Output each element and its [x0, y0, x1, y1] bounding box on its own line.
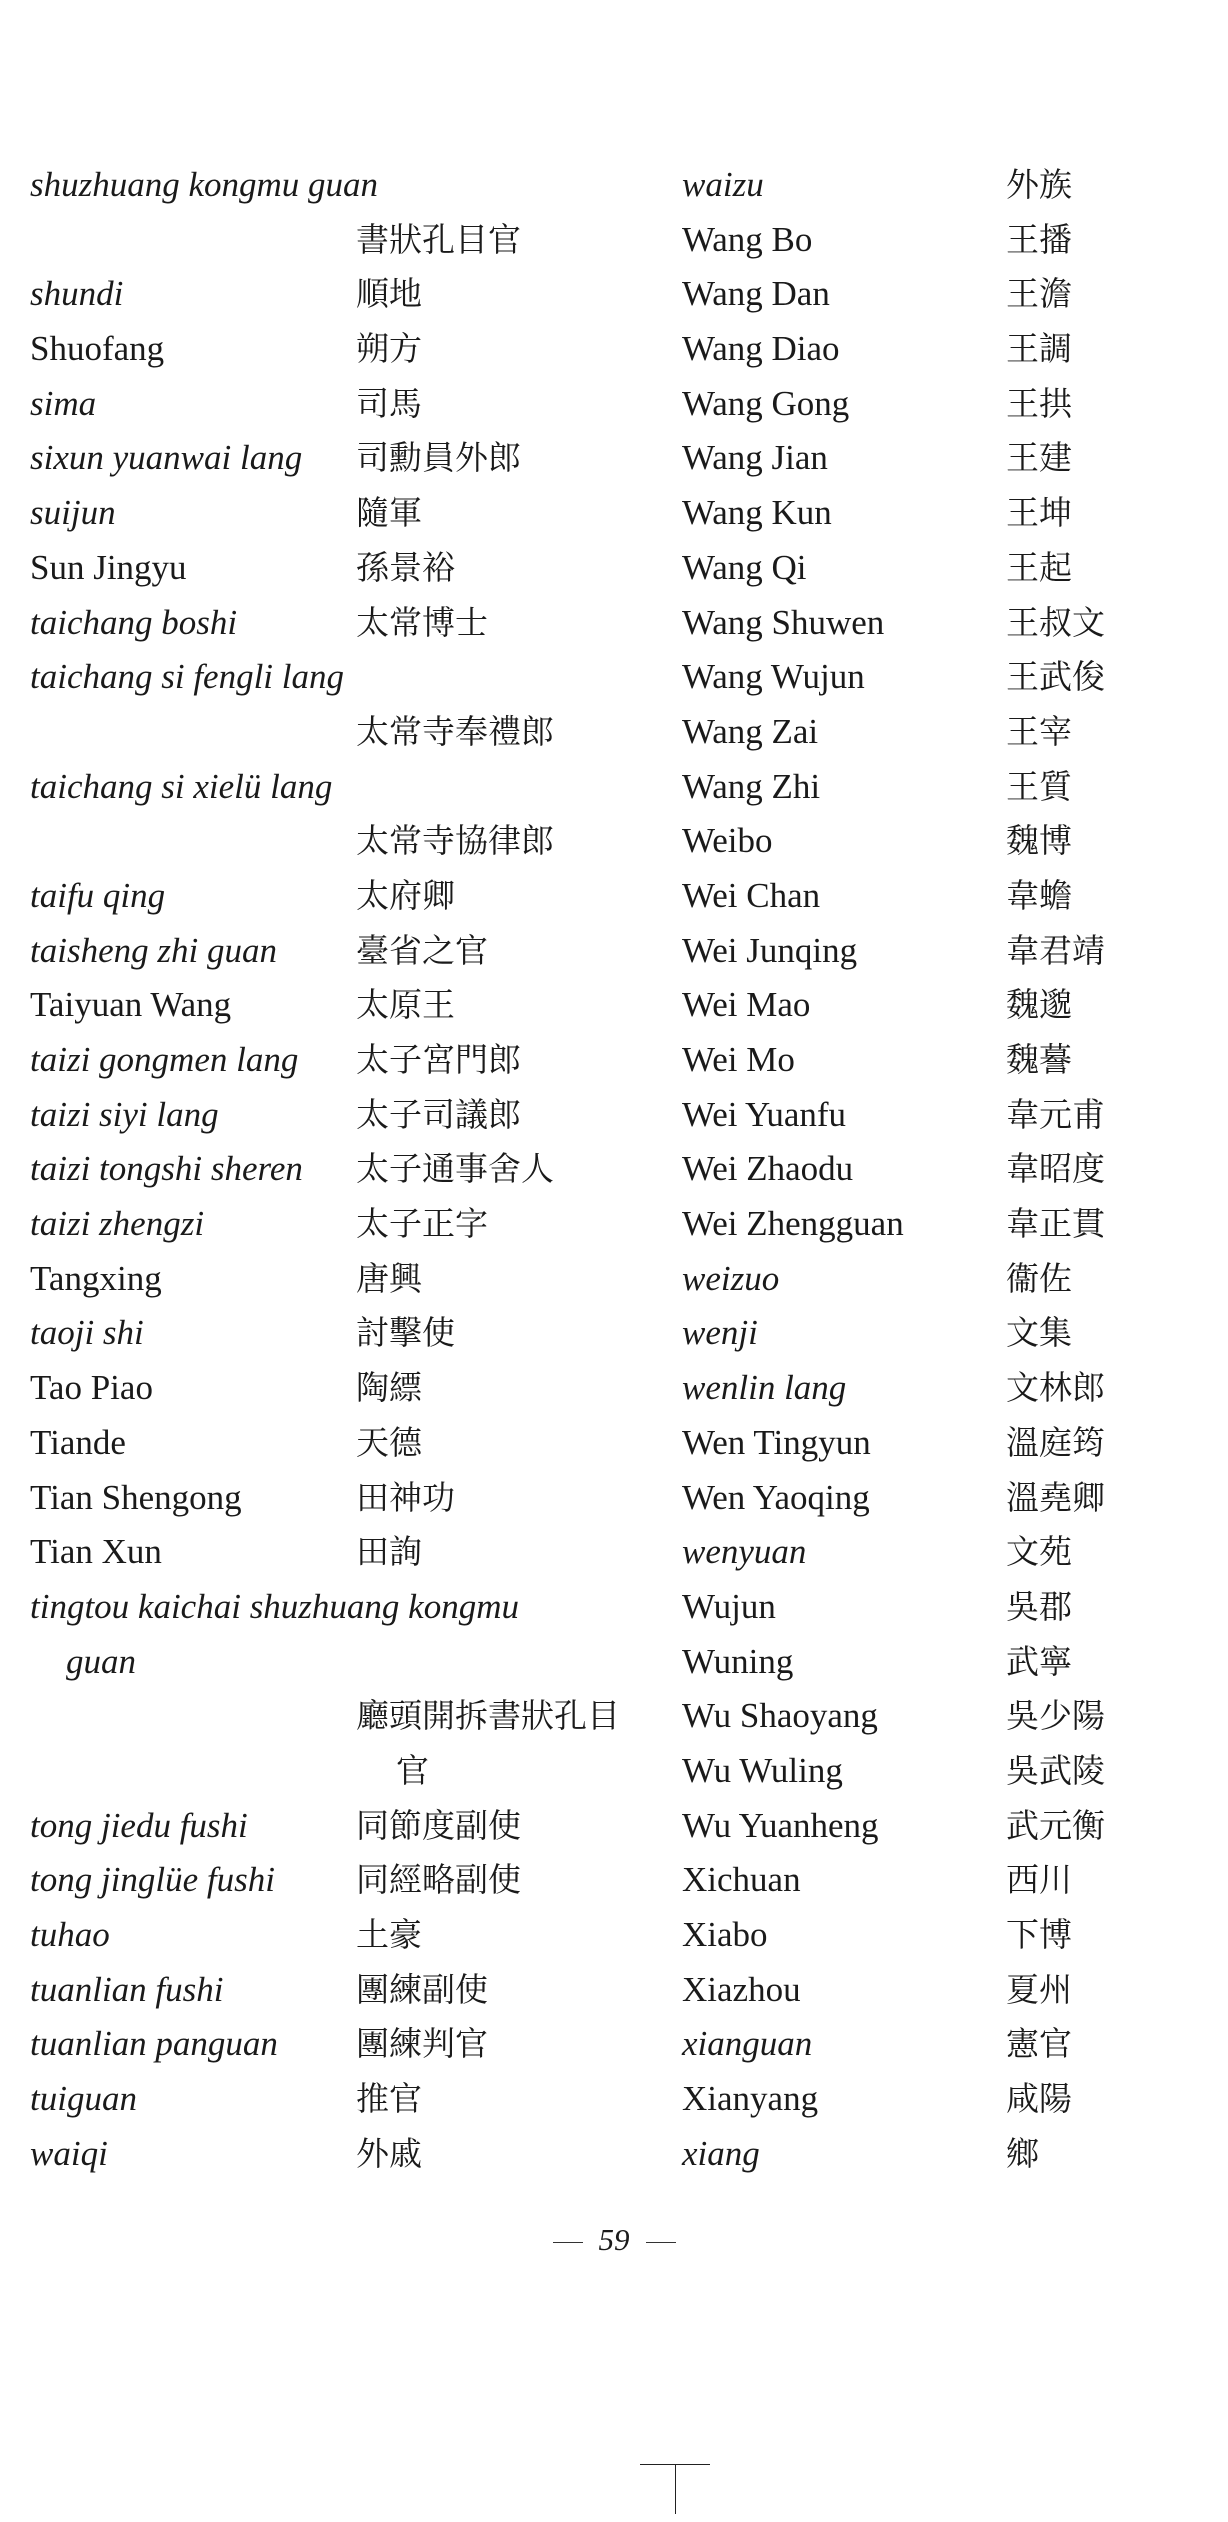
- chinese-term: 武元衡: [1006, 1805, 1105, 1845]
- romanized-term: Wang Diao: [682, 329, 840, 369]
- glossary-entry: [30, 1361, 670, 1416]
- glossary-entry: [682, 1635, 1202, 1690]
- chinese-term: 田神功: [356, 1477, 455, 1517]
- romanized-term: taizi zhengzi: [30, 1204, 205, 1244]
- romanized-term: xiang: [682, 2133, 760, 2173]
- romanized-term: shundi: [30, 274, 124, 314]
- chinese-term: 韋蟾: [1006, 875, 1072, 915]
- glossary-entry: [682, 1088, 1202, 1143]
- romanized-term: Tangxing: [30, 1258, 162, 1298]
- glossary-entry: [682, 377, 1202, 432]
- glossary-entry: [682, 1306, 1202, 1361]
- chinese-term: 王質: [1006, 766, 1072, 806]
- romanized-term: Wang Bo: [682, 219, 813, 259]
- romanized-term: Taiyuan Wang: [30, 985, 232, 1025]
- romanized-term: weizuo: [682, 1258, 780, 1298]
- chinese-term: 天德: [356, 1422, 422, 1462]
- romanized-term: Wang Jian: [682, 438, 828, 478]
- romanized-term: tuhao: [30, 1915, 110, 1954]
- glossary-entry: [682, 1361, 1202, 1416]
- chinese-term: 唐興: [356, 1258, 422, 1298]
- chinese-term: 臺省之官: [356, 930, 488, 970]
- chinese-term: 韋昭度: [1006, 1149, 1105, 1189]
- glossary-entry: [682, 1963, 1202, 2018]
- romanized-term: tong jiedu fushi: [30, 1805, 248, 1845]
- glossary-entry: [682, 486, 1202, 541]
- glossary-entry: [30, 322, 670, 377]
- romanized-term: Shuofang: [30, 329, 165, 369]
- romanized-term: Wei Junqing: [682, 930, 858, 970]
- romanized-term: taizi gongmen lang: [30, 1040, 299, 1079]
- chinese-term: 夏州: [1006, 1969, 1072, 2009]
- chinese-term: 吳郡: [1006, 1586, 1072, 1626]
- glossary-entry: [30, 705, 670, 760]
- chinese-term: 王武俊: [1006, 657, 1105, 697]
- chinese-term: 王叔文: [1006, 602, 1105, 642]
- glossary-entry: [30, 1689, 670, 1744]
- glossary-entry: [30, 377, 670, 432]
- chinese-term: 團練副使: [356, 1969, 488, 2009]
- romanized-term: Xiabo: [682, 1915, 768, 1954]
- romanized-term: taizi tongshi sheren: [30, 1149, 303, 1189]
- glossary-entry: [30, 2017, 670, 2072]
- chinese-term: 西川: [1006, 1860, 1072, 1900]
- glossary-entry: [682, 650, 1202, 705]
- chinese-term: 魏邈: [1006, 985, 1072, 1025]
- romanized-term: Xichuan: [682, 1860, 801, 1900]
- chinese-term: 憲官: [1006, 2024, 1072, 2064]
- chinese-term: 王拱: [1006, 383, 1072, 423]
- chinese-term: 王宰: [1006, 711, 1072, 751]
- chinese-term: 王起: [1006, 547, 1072, 587]
- chinese-term: 咸陽: [1006, 2079, 1072, 2119]
- romanized-term: shuzhuang kongmu guan: [30, 165, 379, 204]
- glossary-entry: [682, 869, 1202, 924]
- glossary-entry: [682, 2127, 1202, 2182]
- glossary-entry: [30, 1033, 670, 1088]
- romanized-term: wenji: [682, 1313, 758, 1353]
- chinese-term: 田詢: [356, 1532, 422, 1572]
- romanized-term: tingtou kaichai shuzhuang kongmu: [30, 1586, 519, 1626]
- chinese-term: 王調: [1006, 329, 1072, 369]
- chinese-term: 王播: [1006, 219, 1072, 259]
- glossary-entry: [30, 978, 670, 1033]
- glossary-entry: [30, 1635, 670, 1690]
- glossary-entry: [30, 2127, 670, 2182]
- romanized-term: Wu Shaoyang: [682, 1696, 878, 1736]
- glossary-entry: [30, 1525, 670, 1580]
- chinese-term: 司馬: [356, 383, 422, 423]
- glossary-entry: [30, 541, 670, 596]
- chinese-term: 溫堯卿: [1006, 1477, 1105, 1517]
- chinese-term: 討擊使: [356, 1313, 455, 1353]
- glossary-column-right: [682, 158, 1202, 2181]
- glossary-entry: [682, 431, 1202, 486]
- romanized-term: Sun Jingyu: [30, 547, 187, 587]
- chinese-term: 王坤: [1006, 493, 1072, 533]
- romanized-term: tuanlian fushi: [30, 1969, 224, 2009]
- glossary-entry: [682, 2017, 1202, 2072]
- chinese-term: 太常寺奉禮郎: [356, 711, 554, 751]
- romanized-term: Wuning: [682, 1641, 794, 1681]
- glossary-entry: [682, 1471, 1202, 1526]
- romanized-term: Wei Mao: [682, 985, 811, 1025]
- glossary-entry: [682, 2072, 1202, 2127]
- chinese-term: 衞佐: [1006, 1258, 1072, 1298]
- glossary-entry: [682, 1580, 1202, 1635]
- glossary-entry: [682, 1033, 1202, 1088]
- chinese-term: 吳少陽: [1006, 1696, 1105, 1736]
- chinese-term: 溫庭筠: [1006, 1422, 1105, 1462]
- romanized-term: xianguan: [682, 2024, 813, 2064]
- glossary-entry: [30, 1088, 670, 1143]
- crop-mark-vertical: [675, 2464, 676, 2514]
- romanized-term: tuiguan: [30, 2079, 137, 2119]
- glossary-entry: [30, 1580, 670, 1635]
- romanized-term: taizi siyi lang: [30, 1094, 219, 1134]
- glossary-entry: [30, 1963, 670, 2018]
- glossary-entry: [30, 650, 670, 705]
- chinese-term: 司勳員外郎: [356, 438, 521, 478]
- romanized-term: Wei Chan: [682, 875, 821, 915]
- chinese-term: 吳武陵: [1006, 1750, 1105, 1790]
- romanized-term: Wang Zhi: [682, 766, 821, 806]
- glossary-entry: [30, 869, 670, 924]
- dash-left: [553, 2242, 583, 2243]
- glossary-entry: [682, 1744, 1202, 1799]
- glossary-entry: [682, 1142, 1202, 1197]
- romanized-term: Wei Mo: [682, 1040, 795, 1079]
- romanized-term: guan: [66, 1641, 136, 1681]
- romanized-term: waiqi: [30, 2133, 108, 2173]
- chinese-term: 王建: [1006, 438, 1072, 478]
- glossary-entry: [30, 2072, 670, 2127]
- glossary-entry: [30, 158, 670, 213]
- chinese-term: 韋元甫: [1006, 1094, 1105, 1134]
- chinese-term: 土豪: [356, 1915, 422, 1954]
- romanized-term: wenlin lang: [682, 1368, 847, 1408]
- page-footer: [0, 2222, 1228, 2258]
- glossary-entry: [30, 814, 670, 869]
- glossary-entry: [682, 596, 1202, 651]
- chinese-term: 太府卿: [356, 875, 455, 915]
- romanized-term: taifu qing: [30, 875, 166, 915]
- chinese-term: 太原王: [356, 985, 455, 1025]
- romanized-term: Wujun: [682, 1586, 776, 1626]
- glossary-entry: [30, 1197, 670, 1252]
- glossary-entry: [682, 1252, 1202, 1307]
- glossary-entry: [682, 1416, 1202, 1471]
- romanized-term: Wang Shuwen: [682, 602, 885, 642]
- romanized-term: Wei Zhaodu: [682, 1149, 854, 1189]
- glossary-entry: [30, 1142, 670, 1197]
- romanized-term: Tao Piao: [30, 1368, 153, 1408]
- romanized-term: taisheng zhi guan: [30, 930, 277, 970]
- romanized-term: sixun yuanwai lang: [30, 438, 303, 478]
- romanized-term: Wang Zai: [682, 711, 819, 751]
- glossary-entry: [682, 158, 1202, 213]
- glossary-entry: [30, 1252, 670, 1307]
- romanized-term: wenyuan: [682, 1532, 807, 1572]
- chinese-term: 太子通事舍人: [356, 1149, 554, 1189]
- romanized-term: Wang Qi: [682, 547, 807, 587]
- romanized-term: taichang boshi: [30, 602, 238, 642]
- chinese-term: 書狀孔目官: [356, 219, 521, 259]
- glossary-entry: [682, 1908, 1202, 1963]
- chinese-term: 太子正字: [356, 1204, 488, 1244]
- chinese-term: 隨軍: [356, 493, 422, 533]
- romanized-term: Wang Dan: [682, 274, 830, 314]
- romanized-term: Tiande: [30, 1422, 126, 1462]
- glossary-entry: [30, 1853, 670, 1908]
- chinese-term: 王澹: [1006, 274, 1072, 314]
- glossary-entry: [30, 924, 670, 979]
- chinese-term: 同經略副使: [356, 1860, 521, 1900]
- chinese-term: 太常寺協律郎: [356, 821, 554, 861]
- romanized-term: Wei Yuanfu: [682, 1094, 847, 1134]
- romanized-term: tuanlian panguan: [30, 2024, 278, 2064]
- chinese-term: 陶縹: [356, 1368, 422, 1408]
- romanized-term: Wang Wujun: [682, 657, 865, 697]
- glossary-entry: [682, 267, 1202, 322]
- romanized-term: waizu: [682, 165, 764, 204]
- romanized-term: taichang si xielü lang: [30, 766, 333, 806]
- romanized-term: taichang si fengli lang: [30, 657, 345, 697]
- chinese-term: 鄉: [1006, 2133, 1039, 2173]
- chinese-term: 推官: [356, 2079, 422, 2119]
- chinese-term: 武寧: [1006, 1641, 1072, 1681]
- glossary-entry: [30, 1416, 670, 1471]
- romanized-term: Wen Tingyun: [682, 1422, 871, 1462]
- glossary-entry: [682, 705, 1202, 760]
- dash-right: [646, 2242, 676, 2243]
- glossary-entry: [30, 760, 670, 815]
- chinese-term: 文苑: [1006, 1532, 1072, 1572]
- romanized-term: taoji shi: [30, 1313, 144, 1353]
- chinese-term: 官: [396, 1750, 429, 1790]
- romanized-term: tong jinglüe fushi: [30, 1860, 275, 1900]
- romanized-term: Tian Xun: [30, 1532, 162, 1572]
- chinese-term: 下博: [1006, 1915, 1072, 1954]
- chinese-term: 韋正貫: [1006, 1204, 1105, 1244]
- glossary-entry: [682, 322, 1202, 377]
- chinese-term: 外戚: [356, 2133, 422, 2173]
- chinese-term: 團練判官: [356, 2024, 488, 2064]
- glossary-entry: [30, 1306, 670, 1361]
- chinese-term: 太子宮門郎: [356, 1040, 521, 1079]
- chinese-term: 順地: [356, 274, 422, 314]
- glossary-entry: [30, 431, 670, 486]
- chinese-term: 文集: [1006, 1313, 1072, 1353]
- chinese-term: 魏博: [1006, 821, 1072, 861]
- chinese-term: 文林郎: [1006, 1368, 1105, 1408]
- romanized-term: suijun: [30, 493, 116, 533]
- chinese-term: 太常博士: [356, 602, 488, 642]
- glossary-entry: [682, 1525, 1202, 1580]
- glossary-entry: [682, 1689, 1202, 1744]
- romanized-term: Wang Kun: [682, 493, 832, 533]
- glossary-entry: [30, 486, 670, 541]
- glossary-entry: [682, 1853, 1202, 1908]
- romanized-term: Xiazhou: [682, 1969, 801, 2009]
- chinese-term: 孫景裕: [356, 547, 455, 587]
- glossary-entry: [30, 213, 670, 268]
- glossary-entry: [30, 1799, 670, 1854]
- glossary-entry: [682, 213, 1202, 268]
- romanized-term: sima: [30, 383, 97, 423]
- chinese-term: 朔方: [356, 329, 422, 369]
- glossary-entry: [30, 596, 670, 651]
- romanized-term: Wen Yaoqing: [682, 1477, 870, 1517]
- romanized-term: Wei Zhengguan: [682, 1204, 904, 1244]
- chinese-term: 太子司議郎: [356, 1094, 521, 1134]
- glossary-entry: [30, 1471, 670, 1526]
- romanized-term: Tian Shengong: [30, 1477, 242, 1517]
- romanized-term: Weibo: [682, 821, 773, 861]
- romanized-term: Wu Wuling: [682, 1750, 843, 1790]
- glossary-entry: [682, 760, 1202, 815]
- chinese-term: 廳頭開拆書狀孔目: [356, 1696, 620, 1736]
- glossary-entry: [682, 1799, 1202, 1854]
- glossary-entry: [30, 1908, 670, 1963]
- page-number: 59: [598, 2222, 630, 2257]
- glossary-entry: [682, 1197, 1202, 1252]
- glossary-entry: [30, 1744, 670, 1799]
- romanized-term: Wu Yuanheng: [682, 1805, 879, 1845]
- chinese-term: 外族: [1006, 165, 1072, 204]
- romanized-term: Wang Gong: [682, 383, 850, 423]
- chinese-term: 同節度副使: [356, 1805, 521, 1845]
- glossary-entry: [30, 267, 670, 322]
- chinese-term: 魏謩: [1006, 1040, 1072, 1079]
- glossary-column-left: [30, 158, 670, 2181]
- glossary-entry: [682, 814, 1202, 869]
- romanized-term: Xianyang: [682, 2079, 819, 2119]
- glossary-entry: [682, 924, 1202, 979]
- glossary-entry: [682, 541, 1202, 596]
- glossary-entry: [682, 978, 1202, 1033]
- chinese-term: 韋君靖: [1006, 930, 1105, 970]
